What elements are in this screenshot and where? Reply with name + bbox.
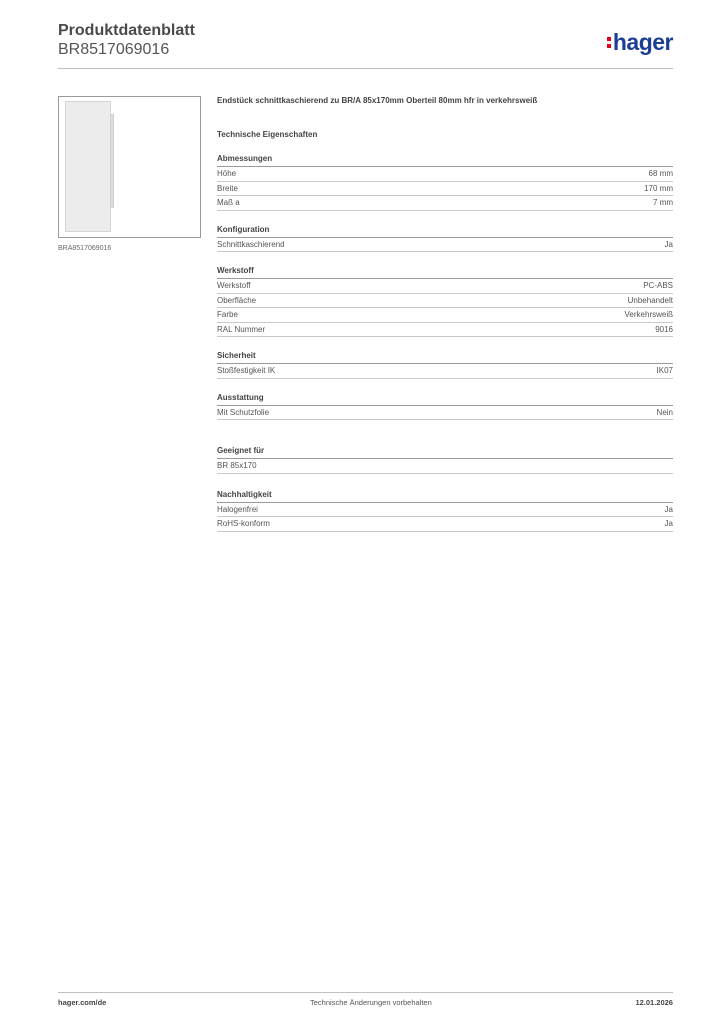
- spec-label: RAL Nummer: [217, 324, 266, 334]
- spec-row: [217, 279, 673, 294]
- footer-divider: [58, 992, 673, 993]
- image-caption: BRA8517069016: [58, 245, 112, 252]
- spec-label: Maß a: [217, 198, 240, 207]
- spec-value: Ja: [664, 504, 673, 514]
- product-description: Endstück schnittkaschierend zu BR/A 85x170mm Oberteil 80mm hfr in verkehrsweiß: [217, 96, 538, 105]
- spec-row: [217, 308, 673, 323]
- section-title: Nachhaltigkeit: [217, 490, 673, 503]
- spec-label: BR 85x170: [217, 461, 257, 470]
- spec-value: Ja: [664, 239, 673, 249]
- spec-sections: [217, 154, 673, 532]
- section-title: Konfiguration: [217, 225, 673, 238]
- spec-row: [217, 294, 673, 309]
- spec-row: [217, 238, 673, 253]
- product-image: [58, 96, 201, 238]
- header-divider: [58, 68, 673, 69]
- spec-row: [217, 406, 673, 421]
- spec-section: [217, 225, 673, 253]
- spec-value: Nein: [656, 407, 673, 417]
- footer-notice: Technische Änderungen vorbehalten: [310, 998, 432, 1007]
- spec-value: Verkehrsweiß: [624, 310, 673, 319]
- page-header: [58, 22, 673, 70]
- spec-label: Halogenfrei: [217, 504, 258, 514]
- spec-row: [217, 167, 673, 182]
- end-piece-illustration: [65, 101, 111, 232]
- spec-section: [217, 351, 673, 379]
- spec-value: Ja: [664, 519, 673, 528]
- section-title: Sicherheit: [217, 351, 673, 364]
- section-title: Geeignet für: [217, 446, 673, 459]
- spec-row: [217, 459, 673, 474]
- spec-row: [217, 182, 673, 197]
- spec-value: 68 mm: [648, 169, 673, 178]
- spec-label: RoHS-konform: [217, 519, 270, 528]
- spec-row: [217, 503, 673, 518]
- product-number: BR8517069016: [58, 41, 170, 58]
- technical-properties-heading: Technische Eigenschaften: [217, 130, 318, 139]
- spec-label: Werkstoff: [217, 281, 251, 290]
- spec-label: Oberfläche: [217, 295, 257, 305]
- spec-value: Unbehandelt: [627, 295, 673, 305]
- spec-label: Schnittkaschierend: [217, 239, 285, 249]
- hager-logo: [607, 29, 673, 56]
- spec-label: Breite: [217, 183, 238, 193]
- spec-section: [217, 154, 673, 211]
- spec-value: IK07: [656, 366, 673, 375]
- logo-dots-icon: [607, 37, 611, 48]
- document-title: Produktdatenblatt: [58, 22, 195, 39]
- spec-section: [217, 446, 673, 474]
- spec-label: Höhe: [217, 169, 237, 178]
- spec-row: [217, 323, 673, 338]
- spec-section: [217, 266, 673, 337]
- section-title: Abmessungen: [217, 154, 673, 167]
- page-footer: [58, 998, 673, 1007]
- spec-label: Farbe: [217, 310, 238, 319]
- spec-value: 170 mm: [644, 183, 673, 193]
- section-title: Werkstoff: [217, 266, 673, 279]
- footer-date: 12.01.2026: [635, 998, 673, 1007]
- spec-row: [217, 517, 673, 532]
- spec-value: 7 mm: [653, 198, 673, 207]
- logo-text: hager: [612, 29, 673, 55]
- spec-value: PC-ABS: [643, 281, 673, 290]
- spec-label: Mit Schutzfolie: [217, 407, 270, 417]
- footer-website[interactable]: hager.com/de: [58, 998, 107, 1007]
- spec-row: [217, 196, 673, 211]
- spec-section: [217, 393, 673, 421]
- section-title: Ausstattung: [217, 393, 673, 406]
- spec-row: [217, 364, 673, 379]
- spec-section: [217, 490, 673, 532]
- spec-label: Stoßfestigkeit IK: [217, 366, 276, 375]
- spec-value: 9016: [655, 324, 673, 334]
- specs-content: [217, 96, 673, 532]
